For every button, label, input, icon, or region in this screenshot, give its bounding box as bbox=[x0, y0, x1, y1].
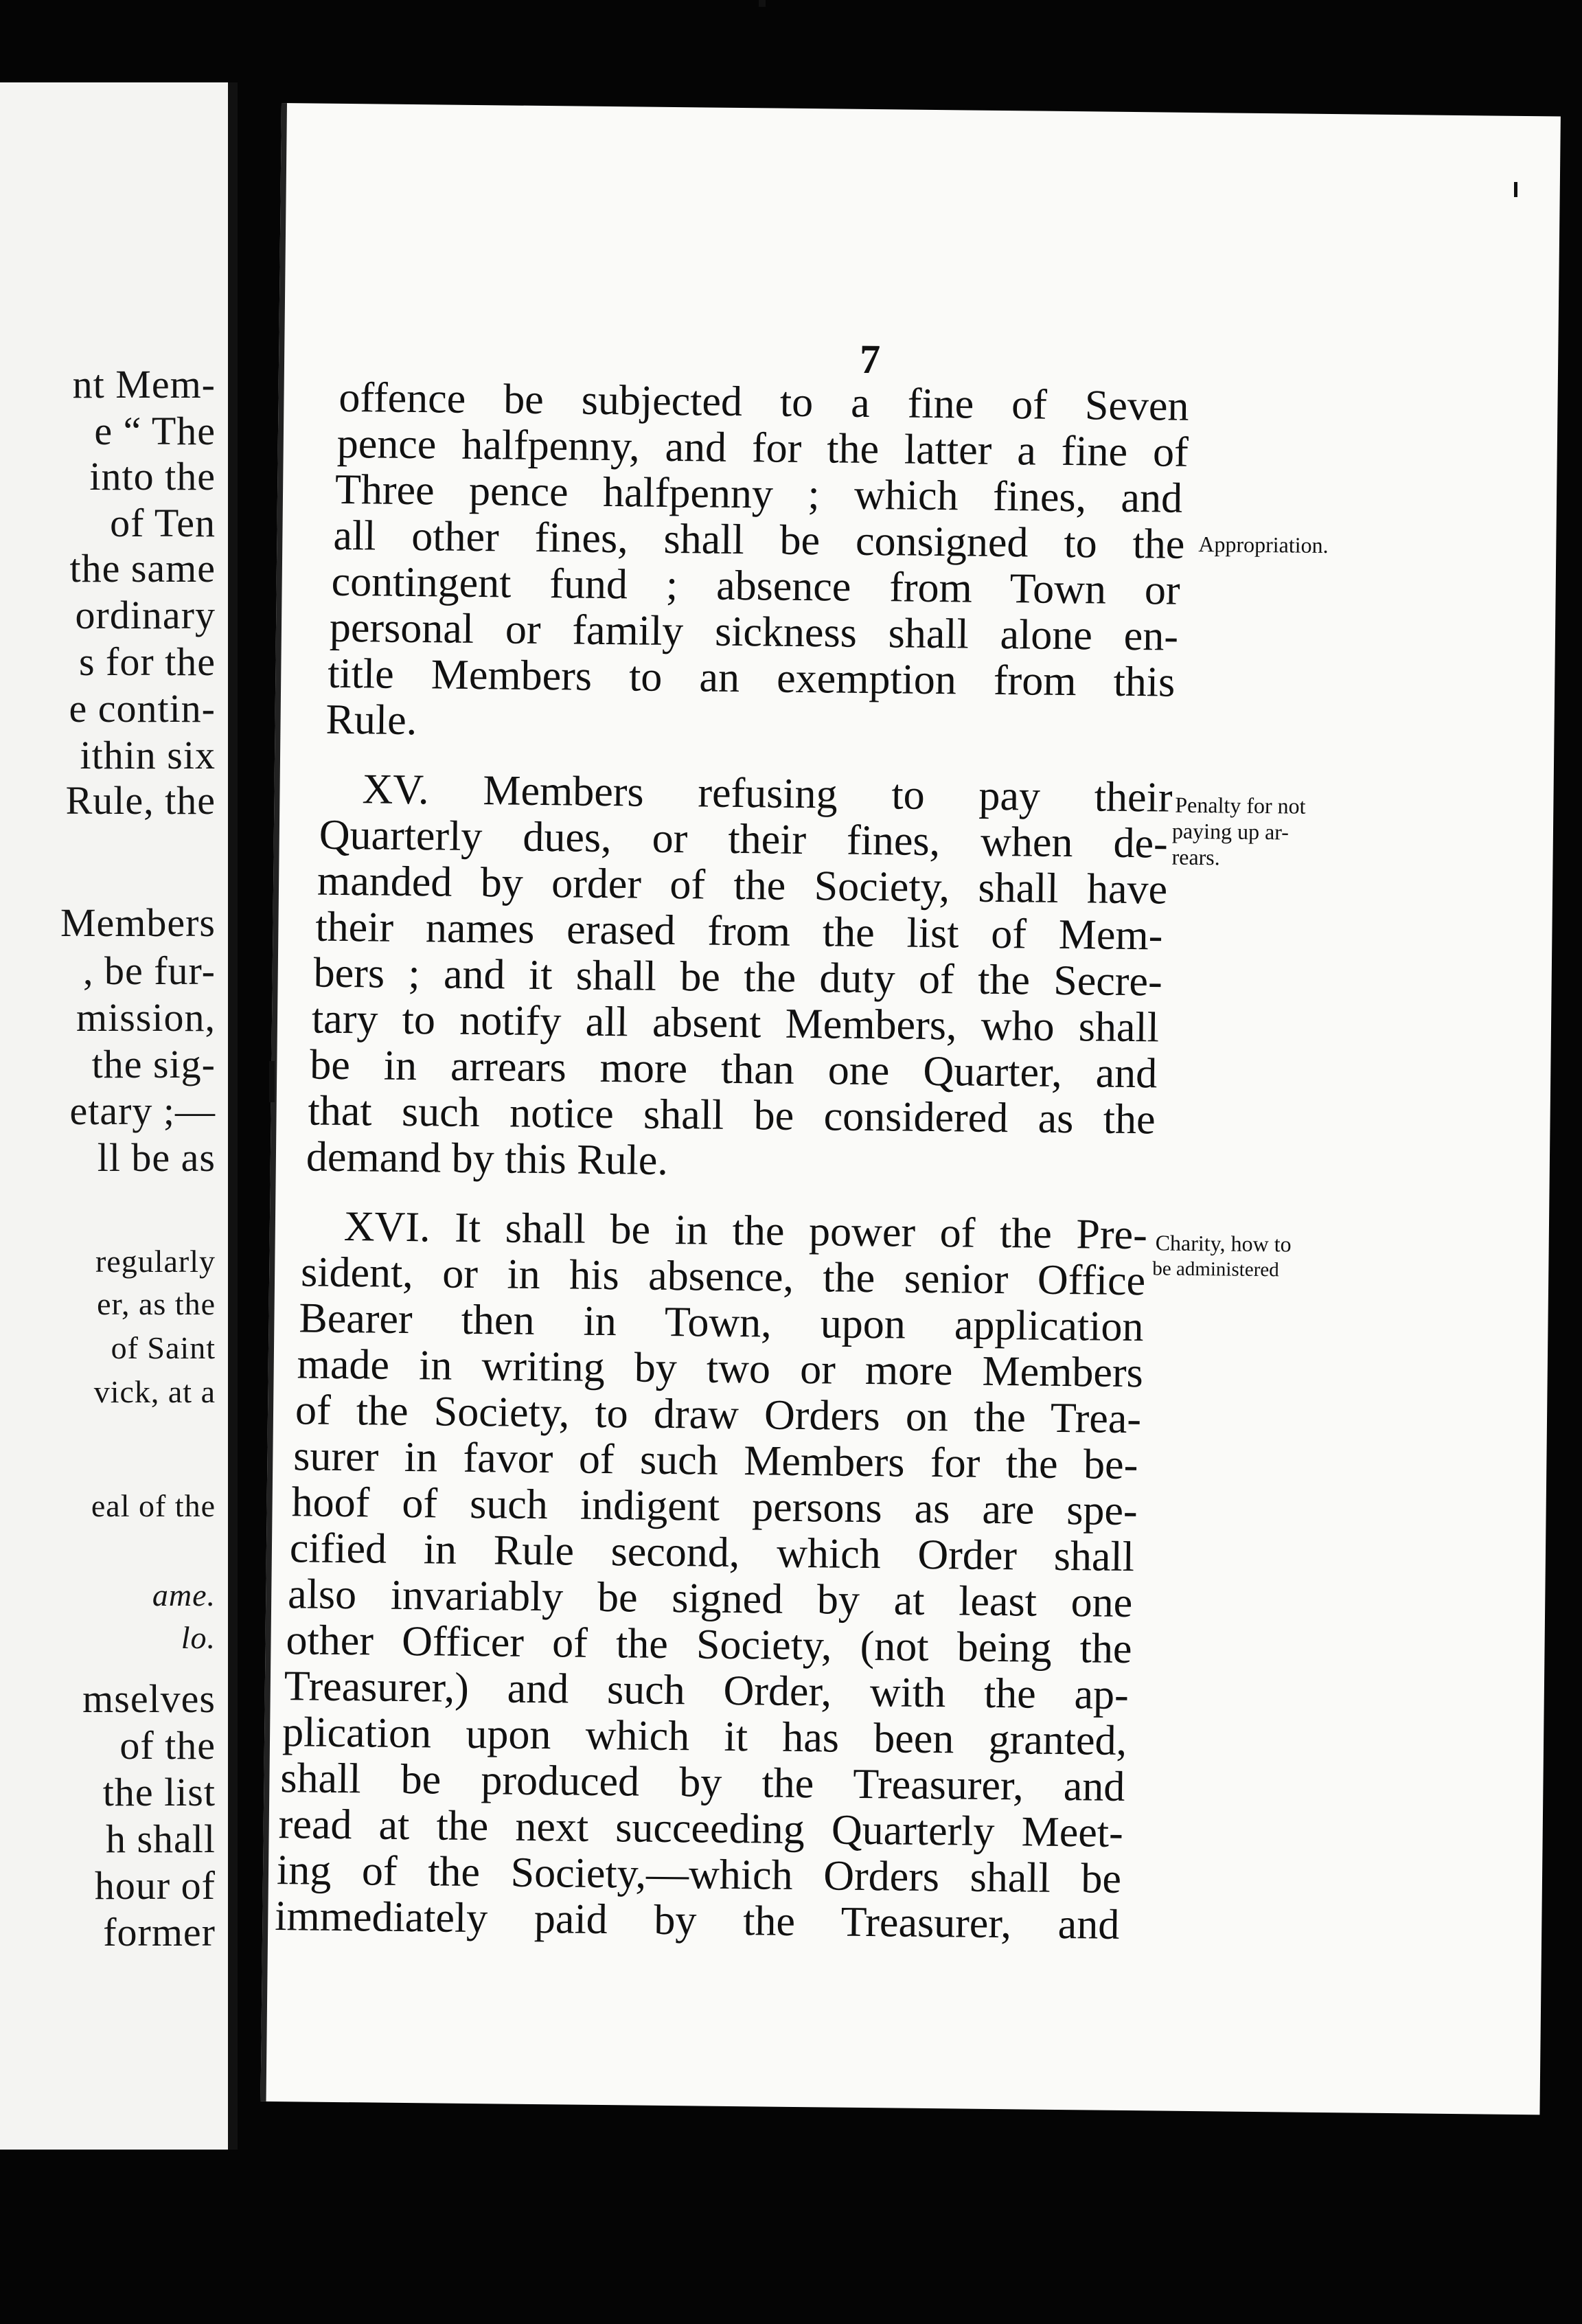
page-text-line: XVI. It shall be in the power of the Pre- bbox=[343, 1203, 1148, 1259]
page-text-line: plication upon which it has been granted, bbox=[282, 1709, 1127, 1765]
book-page-seven bbox=[261, 103, 1561, 2115]
page-text-line: other Officer of the Society, (not being the bbox=[286, 1617, 1132, 1673]
left-page-line: ame. bbox=[152, 1577, 216, 1613]
page-text-line: pence halfpenny, and for the latter a fine of bbox=[336, 420, 1189, 476]
left-page-line: vick, at a bbox=[93, 1374, 216, 1409]
left-page-line: nt Mem- bbox=[72, 362, 216, 407]
left-page-line: s for the bbox=[78, 639, 216, 684]
page-text-line: cified in Rule second, which Order shall bbox=[289, 1525, 1135, 1581]
left-page-line: of Saint bbox=[111, 1330, 216, 1365]
page-text-line: Quarterly dues, or their fines, when de- bbox=[319, 811, 1169, 867]
left-page-line: of the bbox=[119, 1723, 216, 1768]
page-text-line: surer in favor of such Members for the be- bbox=[293, 1433, 1138, 1489]
left-page-line: eal of the bbox=[91, 1488, 216, 1523]
page-text-line: ing of the Society,—which Orders shall be bbox=[276, 1847, 1122, 1902]
left-page-line: er, as the bbox=[97, 1286, 216, 1321]
left-page-line: the same bbox=[69, 546, 216, 591]
page-text-line: shall be produced by the Treasurer, and bbox=[280, 1755, 1125, 1810]
page-text-line: made in writing by two or more Members bbox=[297, 1341, 1144, 1397]
left-page-line: of Ten bbox=[110, 501, 216, 545]
left-page-fragment bbox=[0, 82, 238, 2150]
left-page-line: ithin six bbox=[80, 733, 216, 777]
page-text-line: sident, or in his absence, the senior Office bbox=[300, 1249, 1146, 1305]
scan-mark bbox=[759, 0, 766, 7]
scan-mark bbox=[269, 1061, 275, 1102]
page-text-line: XV. Members refusing to pay their bbox=[362, 766, 1173, 821]
page-text-line: Treasurer,) and such Order, with the ap- bbox=[284, 1663, 1130, 1719]
left-page-line: the sig- bbox=[91, 1042, 216, 1086]
left-page-line: former bbox=[103, 1910, 216, 1955]
page-text-line: hoof of such indigent persons as are spe- bbox=[291, 1479, 1138, 1535]
left-page-line: e contin- bbox=[69, 686, 216, 731]
page-text-line: immediately paid by the Treasurer, and bbox=[274, 1893, 1120, 1948]
left-page-line: ordinary bbox=[75, 593, 216, 637]
page-text-line: also invariably be signed by at least one bbox=[287, 1571, 1133, 1627]
left-page-line: mselves bbox=[82, 1676, 216, 1721]
page-text-line: their names erased from the list of Mem- bbox=[315, 903, 1163, 959]
left-page-line: Members bbox=[60, 900, 216, 945]
page-text-line: all other fines, shall be consigned to the bbox=[333, 512, 1185, 568]
left-page-line: regularly bbox=[95, 1244, 216, 1279]
left-page-line: Rule, the bbox=[65, 778, 216, 823]
page-text-line: of the Society, to draw Orders on the Trea- bbox=[295, 1387, 1142, 1443]
page-text-line: contingent fund ; absence from Town or bbox=[331, 558, 1180, 614]
margin-note-penalty: Penalty for not bbox=[1175, 792, 1306, 819]
margin-note-charity: be administered bbox=[1152, 1257, 1279, 1281]
margin-note-charity: Charity, how to bbox=[1155, 1230, 1292, 1257]
page-text-line: offence be subjected to a fine of Seven bbox=[339, 374, 1189, 430]
margin-note-penalty: paying up ar- bbox=[1171, 818, 1289, 845]
left-page-line: into the bbox=[89, 454, 216, 499]
page-number: 7 bbox=[859, 336, 881, 383]
page-text-line: Three pence halfpenny ; which fines, and bbox=[334, 466, 1183, 522]
margin-note-penalty: rears. bbox=[1171, 844, 1220, 870]
page-text-line: demand by this Rule. bbox=[306, 1133, 669, 1184]
left-page-line: h shall bbox=[105, 1816, 216, 1861]
page-text-line: be in arrears more than one Quarter, and bbox=[309, 1041, 1158, 1097]
page-text-line: that such notice shall be considered as the bbox=[308, 1087, 1156, 1143]
left-page-line: etary ;— bbox=[69, 1089, 216, 1133]
left-page-line: ll be as bbox=[97, 1135, 216, 1180]
page-text-line: tary to notify all absent Members, who shall bbox=[311, 995, 1160, 1051]
left-page-line: mission, bbox=[76, 995, 216, 1040]
page-text-line: read at the next succeeding Quarterly Meet- bbox=[278, 1801, 1124, 1856]
page-text-line: Rule. bbox=[325, 696, 417, 744]
left-page-line: the list bbox=[102, 1770, 216, 1814]
left-page-line: hour of bbox=[94, 1863, 216, 1908]
page-text-line: Bearer then in Town, upon application bbox=[299, 1295, 1144, 1351]
margin-note-appropriation: Appropriation. bbox=[1198, 532, 1329, 558]
left-page-line: , be fur- bbox=[82, 948, 216, 993]
scan-mark bbox=[1514, 182, 1517, 197]
page-text-line: personal or family sickness shall alone en- bbox=[329, 604, 1179, 660]
page-text-line: bers ; and it shall be the duty of the Secre- bbox=[313, 949, 1163, 1005]
left-page-line: e “ The bbox=[94, 409, 216, 453]
left-page-line: lo. bbox=[181, 1620, 216, 1655]
page-text-line: manded by order of the Society, shall have bbox=[317, 857, 1168, 913]
page-text-line: title Members to an exemption from this bbox=[327, 650, 1176, 706]
